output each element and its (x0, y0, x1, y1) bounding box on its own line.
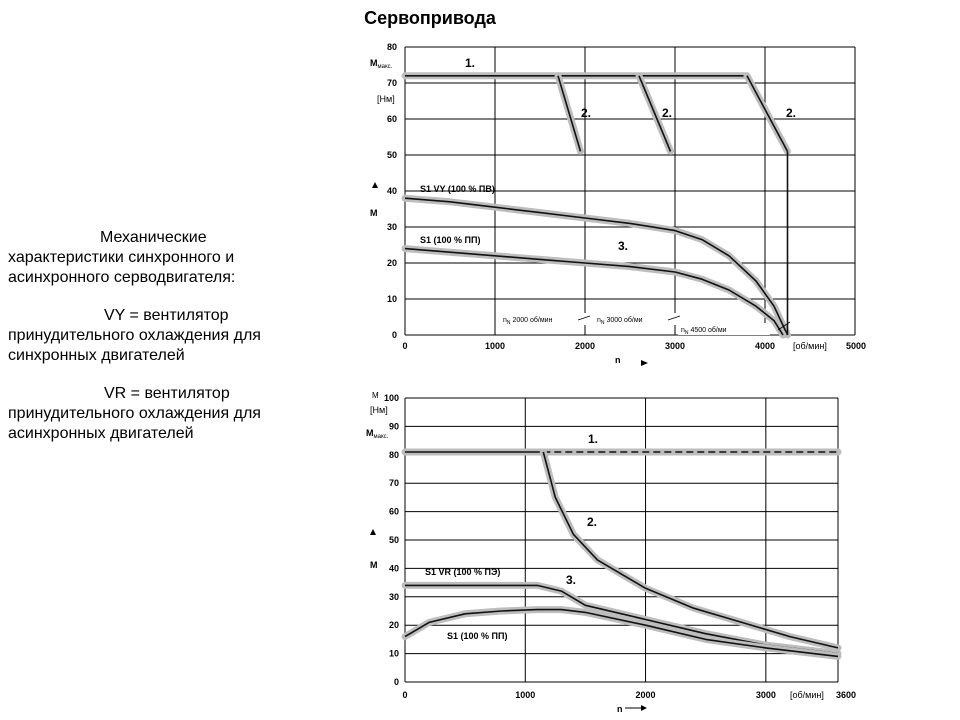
vr-description: VR = вентилятор (104, 385, 230, 402)
y-tick-label: 0 (391, 330, 397, 340)
annotation-label: 1. (588, 432, 599, 446)
y-axis-m-top: M (372, 391, 379, 400)
annotation-label: 3. (618, 239, 629, 253)
x-tick-label: 1000 (515, 690, 536, 700)
series-label: S1 VR (100 % ПЭ) (425, 567, 501, 577)
y-tick-label: 10 (388, 648, 399, 659)
y-tick-label: 50 (388, 535, 399, 545)
y-tick-label: 50 (386, 150, 397, 160)
description-line: характеристики синхронного и (8, 249, 235, 266)
y-tick-label: 0 (393, 677, 399, 687)
y-axis-label: M (370, 208, 378, 218)
description-line: асинхронного серводвигателя: (8, 269, 236, 286)
x-axis-label: n (617, 704, 623, 714)
y-axis-label: M (370, 560, 378, 570)
series-label: S1 (100 % ПП) (447, 631, 508, 641)
y-axis-mmax-label: $M_{макс.}$ (370, 58, 393, 70)
y-tick-label: 20 (388, 620, 399, 631)
x-tick-label: 4000 (754, 341, 776, 351)
speed-note: $n_N$ 2000 об/мин (503, 317, 553, 326)
y-axis-mmax-label: $M_{макс.}$ (366, 428, 389, 440)
y-tick-label: 90 (388, 421, 399, 432)
y-tick-label: 70 (388, 478, 399, 489)
description-line: принудительного охлаждения для (8, 405, 261, 422)
x-tick-label: 3000 (755, 690, 776, 700)
annotation-label: 2. (662, 106, 673, 120)
x-tick-label: 3600 (836, 690, 857, 700)
x-tick-label: 3000 (664, 341, 686, 351)
description-line: асинхронных двигателей (8, 425, 194, 442)
y-tick-label: 80 (388, 449, 399, 460)
x-tick-label: 0 (402, 690, 408, 700)
annotation-label: 2. (581, 106, 592, 120)
description-line: Механические (100, 229, 207, 246)
y-tick-label: 30 (386, 222, 397, 232)
vy-description: VY = вентилятор (104, 307, 229, 324)
y-tick-label: 70 (386, 78, 397, 88)
y-tick-label: 20 (386, 258, 397, 268)
x-axis-unit: [об/мин] (793, 341, 827, 351)
y-axis-unit: [Нм] (370, 405, 388, 415)
annotation-label: 2. (587, 515, 598, 529)
y-axis-arrow-icon (370, 529, 376, 535)
page-title: Сервопривода (364, 8, 496, 28)
series-label: S1 VY (100 % ПВ) (420, 184, 495, 194)
annotation-label: 3. (566, 573, 577, 587)
x-axis-label: n (615, 355, 621, 365)
description-line: принудительного охлаждения для (8, 327, 261, 344)
x-tick-label: 0 (402, 341, 408, 351)
y-tick-label: 30 (388, 591, 399, 602)
x-tick-label: 2000 (635, 690, 656, 700)
x-axis-arrow-icon (641, 705, 647, 711)
x-tick-label: 5000 (846, 341, 867, 351)
x-axis-unit: [об/мин] (790, 690, 824, 700)
speed-note: $n_N$ 3000 об/ми (597, 317, 643, 326)
y-tick-label: 40 (386, 186, 397, 196)
y-tick-label: 100 (383, 393, 399, 403)
y-tick-label: 60 (386, 114, 397, 124)
y-tick-label: 80 (386, 42, 397, 52)
y-axis-unit: [Нм] (377, 94, 395, 104)
series-line (543, 452, 838, 648)
description-line: синхронных двигателей (8, 347, 185, 364)
speed-note: $n_N$ 4500 об/ми (681, 327, 727, 336)
x-tick-label: 1000 (484, 341, 506, 351)
y-tick-label: 40 (388, 563, 399, 574)
y-tick-label: 10 (386, 294, 397, 304)
annotation-label: 2. (786, 106, 797, 120)
x-tick-label: 2000 (574, 341, 596, 351)
annotation-label: 1. (465, 56, 476, 70)
y-tick-label: 60 (388, 506, 399, 517)
series-label: S1 (100 % ПП) (420, 235, 481, 245)
